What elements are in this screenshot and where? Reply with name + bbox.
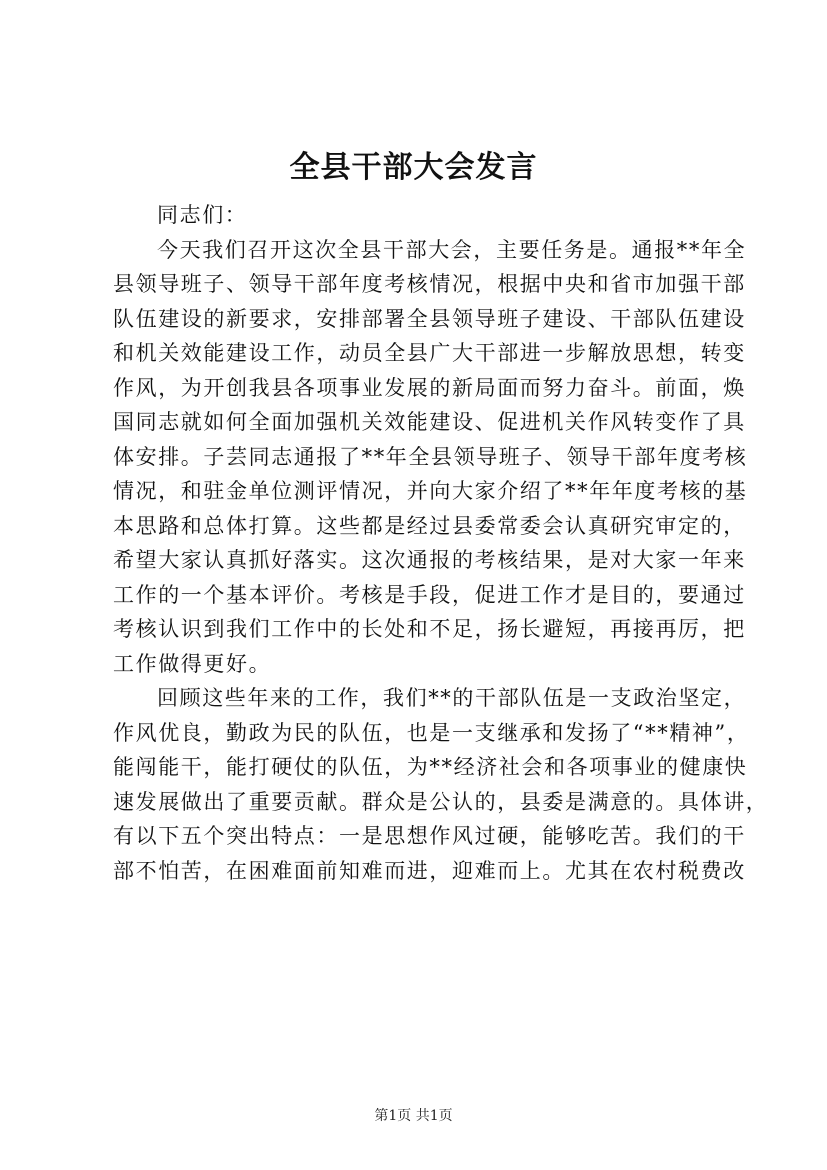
body-line: 希望大家认真抓好落实。这次通报的考核结果，是对大家一年来 xyxy=(113,548,746,572)
body-line: 工作做得更好。 xyxy=(113,651,272,676)
body-line: 能闯能干，能打硬仗的队伍，为**经济社会和各项事业的健康快 xyxy=(113,755,748,779)
body-line: 情况，和驻金单位测评情况，并向大家介绍了**年年度考核的基 xyxy=(113,479,748,503)
body-line: 作风，为开创我县各项事业发展的新局面而努力奋斗。前面，焕 xyxy=(113,375,746,400)
body-line: 队伍建设的新要求，安排部署全县领导班子建设、干部队伍建设 xyxy=(113,306,746,331)
body-line: 国同志就如何全面加强机关效能建设、促进机关作风转变作了具 xyxy=(113,410,746,434)
body-line: 县领导班子、领导干部年度考核情况，根据中央和省市加强干部 xyxy=(113,272,746,296)
body-line: 速发展做出了重要贡献。群众是公认的，县委是满意的。具体讲， xyxy=(113,789,769,814)
salutation-line: 同志们： xyxy=(157,203,248,227)
document-body xyxy=(113,198,769,888)
body-line: 本思路和总体打算。这些都是经过县委常委会认真研究审定的， xyxy=(113,513,746,538)
body-line: 回顾这些年来的工作，我们**的干部队伍是一支政治坚定， xyxy=(157,686,747,710)
body-line: 部不怕苦，在困难面前知难而进，迎难而上。尤其在农村税费改 xyxy=(113,858,746,883)
document-title: 全县干部大会发言 xyxy=(289,150,538,185)
body-line: 今天我们召开这次全县干部大会，主要任务是。通报**年全 xyxy=(157,237,747,262)
body-line: 有以下五个突出特点：一是思想作风过硬，能够吃苦。我们的干 xyxy=(113,824,746,848)
body-line: 体安排。子芸同志通报了**年全县领导班子、领导干部年度考核 xyxy=(113,444,748,469)
page-number-footer: 第1页 共1页 xyxy=(374,1108,453,1124)
body-line: 和机关效能建设工作，动员全县广大干部进一步解放思想，转变 xyxy=(113,341,746,365)
body-line: 作风优良，勤政为民的队伍，也是一支继承和发扬了“**精神”， xyxy=(113,720,750,745)
body-line: 工作的一个基本评价。考核是手段，促进工作才是目的，要通过 xyxy=(113,582,746,607)
body-line: 考核认识到我们工作中的长处和不足，扬长避短，再接再厉，把 xyxy=(113,617,746,641)
